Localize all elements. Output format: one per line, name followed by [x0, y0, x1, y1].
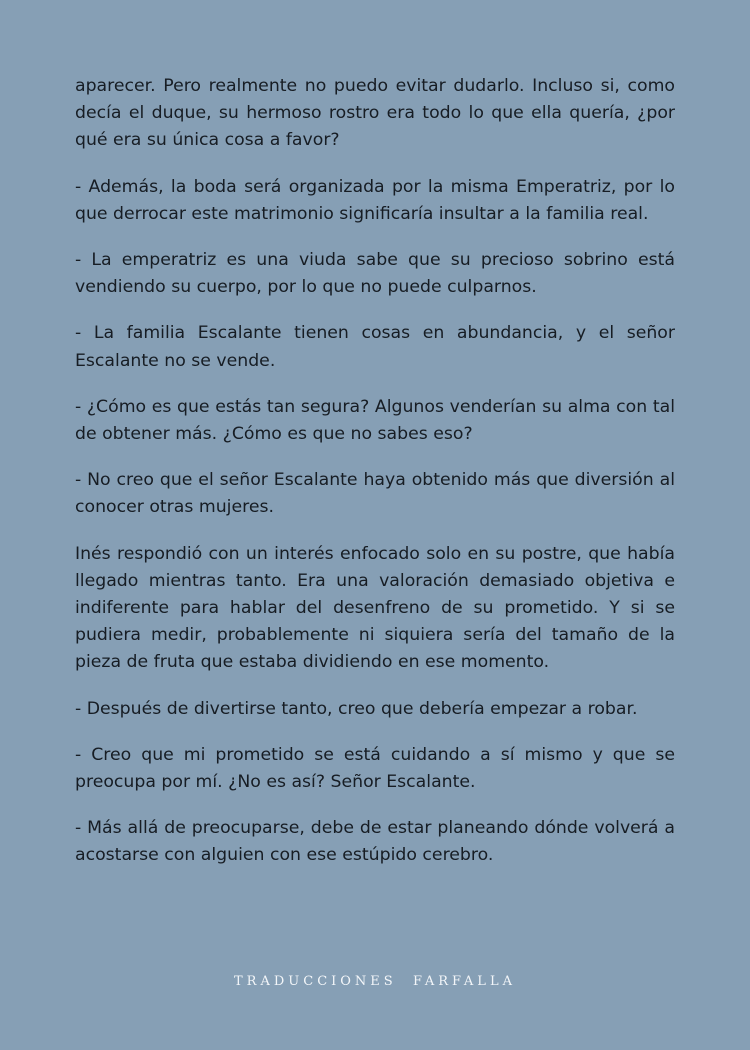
paragraph-3: - La emperatriz es una viuda sabe que su precioso sobrino está vendiendo su cuerpo, por lo que no puede culparnos.	[75, 250, 675, 298]
paragraph-6: - No creo que el señor Escalante haya obtenido más que diversión al conocer otras mujeres.	[75, 470, 675, 518]
paragraph-10: - Más allá de preocuparse, debe de estar planeando dónde volverá a acostarse con alguien con ese estúpido cerebro.	[75, 818, 675, 866]
paragraph-7: Inés respondió con un interés enfocado solo en su postre, que había llegado mientras tanto. Era una valoración demasiado objetiva e indiferente para hablar del desenfreno de su prometido. Y si se pudiera medir, probablemente ni siquiera sería del tamaño de la pieza de fruta que estaba dividiendo en ese momento.	[75, 543, 675, 673]
paragraph-8: - Después de divertirse tanto, creo que debería empezar a robar.	[75, 698, 638, 719]
paragraph-1: aparecer. Pero realmente no puedo evitar dudarlo. Incluso si, como decía el duque, su hermoso rostro era todo lo que ella quería, ¿por qué era su única cosa a favor?	[75, 76, 675, 151]
paragraph-5: - ¿Cómo es que estás tan segura? Algunos venderían su alma con tal de obtener más. ¿Cómo es que no sabes eso?	[75, 396, 675, 445]
document-body	[75, 73, 675, 889]
paragraph-4: - La familia Escalante tienen cosas en abundancia, y el señor Escalante no se vende.	[75, 323, 675, 371]
page-footer-credit: TRADUCCIONES FARFALLA	[234, 974, 516, 989]
paragraph-2: - Además, la boda será organizada por la misma Emperatriz, por lo que derrocar este matrimonio significaría insultar a la familia real.	[75, 176, 675, 224]
paragraph-9: - Creo que mi prometido se está cuidando a sí mismo y que se preocupa por mí. ¿No es así? Señor Escalante.	[75, 744, 675, 793]
